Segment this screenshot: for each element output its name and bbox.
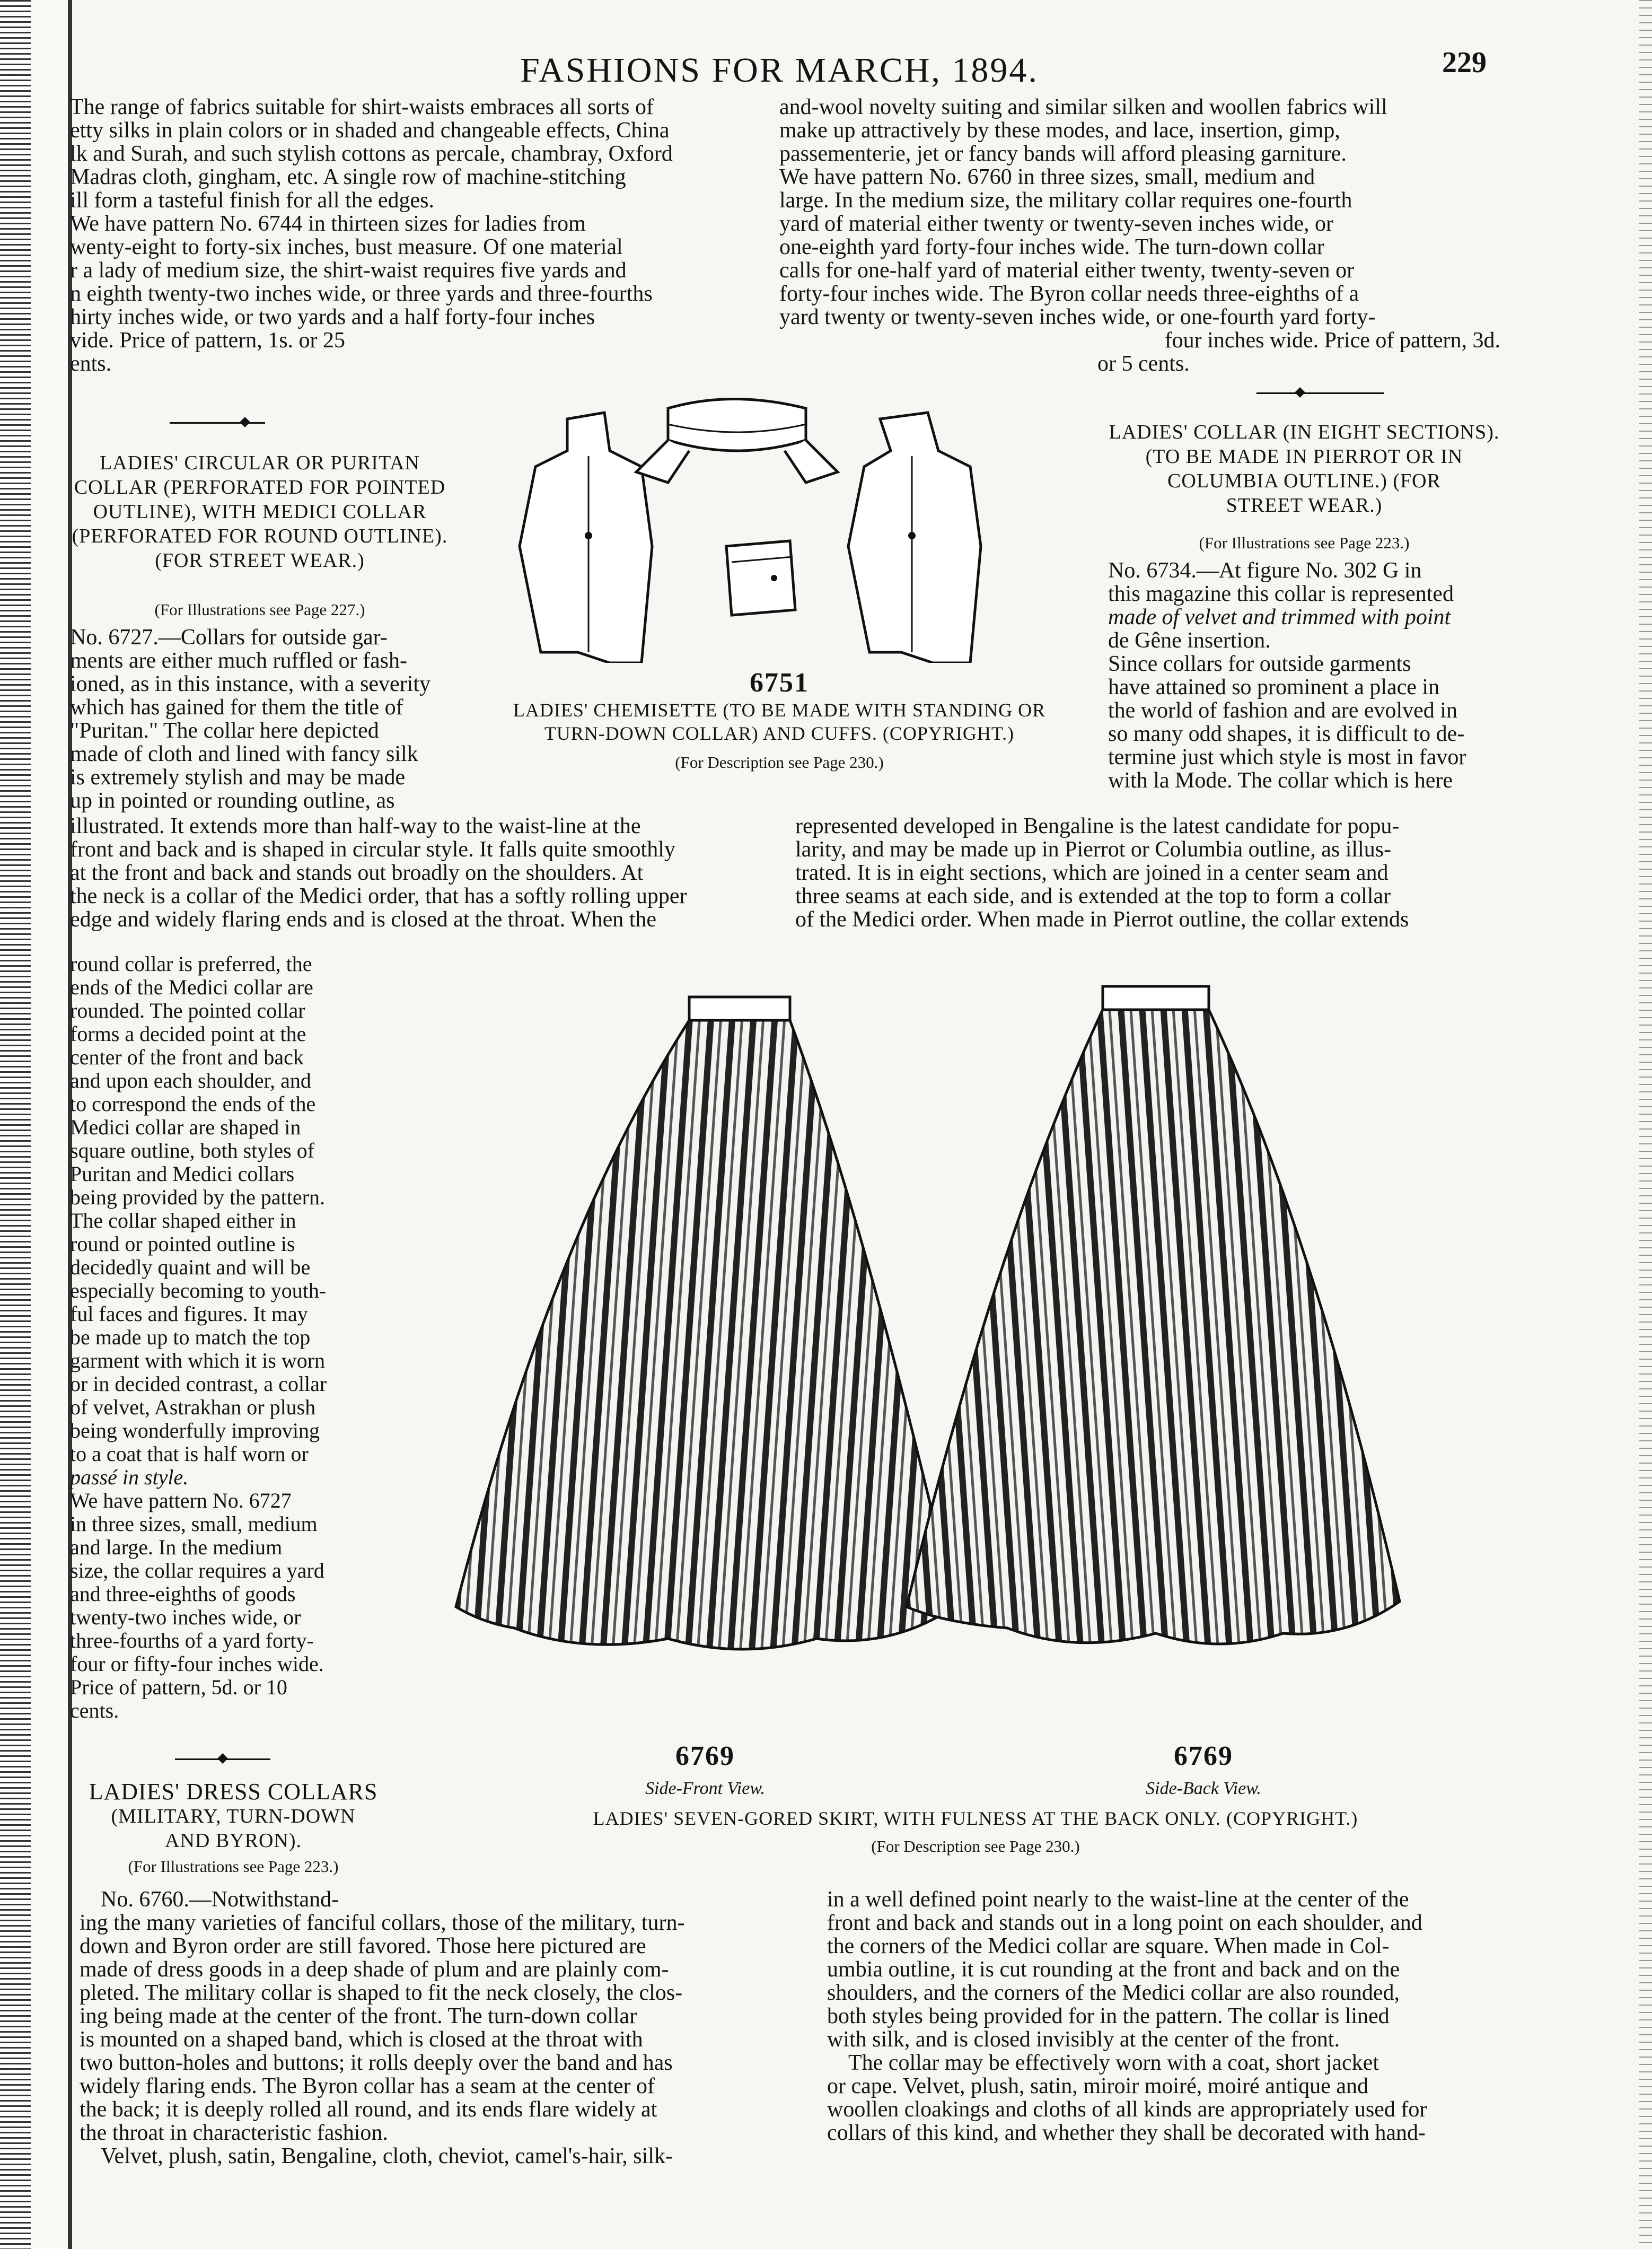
text-line: The collar shaped either in (70, 1209, 296, 1232)
text-line: larity, and may be made up in Pierrot or Columbia outline, as illus- (795, 837, 1392, 862)
divider-ornament (240, 417, 250, 427)
text-line: We have pattern No. 6744 in thirteen sizes for ladies from (70, 212, 586, 236)
waistband-front (689, 997, 790, 1020)
text-line: or 5 cents. (1097, 352, 1190, 376)
dress-collars-reference: (For Illustrations see Page 223.) (128, 1857, 339, 1876)
text-line: is mounted on a shaped band, which is closed at the throat with (80, 2027, 643, 2052)
chemisette-reference: (For Description see Page 230.) (675, 753, 884, 772)
text-line: four or fifty-four inches wide. (70, 1652, 324, 1676)
text-line: ing the many varieties of fanciful collars, those of the military, turn- (80, 1911, 685, 1935)
text-line: represented developed in Bengaline is the latest candidate for popu- (795, 814, 1400, 838)
divider-ornament (217, 1753, 228, 1764)
text-line: make up attractively by these modes, and lace, insertion, gimp, (779, 118, 1340, 143)
text-line: The collar may be effectively worn with a coat, short jacket (848, 2051, 1379, 2075)
skirt-caption: LADIES' SEVEN-GORED SKIRT, WITH FULNESS AT THE BACK ONLY. (COPYRIGHT.) (593, 1808, 1358, 1829)
skirt-view-right: Side-Back View. (1146, 1779, 1261, 1798)
page-title: FASHIONS FOR MARCH, 1894. (520, 51, 1039, 90)
text-line: Velvet, plush, satin, Bengaline, cloth, cheviot, camel's-hair, silk- (101, 2144, 673, 2168)
text-line: or cape. Velvet, plush, satin, miroir moiré, moiré antique and (827, 2074, 1368, 2098)
text-line: one-eighth yard forty-four inches wide. The turn-down collar (779, 235, 1324, 259)
text-line: r a lady of medium size, the shirt-waist requires five yards and (70, 258, 627, 283)
chemisette-figure-number: 6751 (750, 668, 809, 698)
skirt-illustration (414, 970, 1511, 1723)
text-line: passé in style. (70, 1465, 189, 1489)
text-line: vide. Price of pattern, 1s. or 25 (70, 328, 346, 353)
heading-line: COLLAR (PERFORATED FOR POINTED (74, 476, 446, 498)
text-line: ing being made at the center of the front. The turn-down collar (80, 2004, 637, 2028)
skirt-side-back (907, 1010, 1400, 1644)
text-line: edge and widely flaring ends and is closed at the throat. When the (70, 907, 657, 932)
waistband-back (1103, 986, 1209, 1010)
skirt-figure-number-right: 6769 (1174, 1741, 1233, 1771)
text-line: Puritan and Medici collars (70, 1162, 295, 1186)
section-divider (1256, 392, 1384, 394)
text-line: square outline, both styles of (70, 1139, 315, 1162)
text-line: the neck is a collar of the Medici order, that has a softly rolling upper (70, 884, 687, 908)
text-line: We have pattern No. 6727 (70, 1489, 292, 1512)
page-number: 229 (1442, 46, 1487, 79)
heading-line: LADIES' DRESS COLLARS (89, 1779, 378, 1805)
text-line: No. 6760.—Notwithstand- (101, 1887, 339, 1912)
text-line: round collar is preferred, the (70, 952, 312, 976)
text-line: and large. In the medium (70, 1535, 283, 1559)
text-line: down and Byron order are still favored. Those here pictured are (80, 1934, 646, 1958)
page-right-edge (1639, 0, 1652, 2249)
collar8-heading (1076, 420, 1532, 518)
text-line: and-wool novelty suiting and similar silken and woollen fabrics will (779, 95, 1387, 119)
section-divider (170, 422, 265, 424)
heading-line: AND BYRON). (165, 1830, 302, 1852)
text-line: front and back and stands out in a long point on each shoulder, and (827, 1911, 1422, 1935)
text-line: lk and Surah, and such stylish cottons as percale, chambray, Oxford (70, 142, 673, 166)
left-top-text (70, 95, 765, 375)
text-line: ends of the Medici collar are (70, 975, 313, 999)
text-line: with silk, and is closed invisibly at the center of the front. (827, 2027, 1340, 2052)
text-line: n eighth twenty-two inches wide, or three yards and three-fourths (70, 282, 653, 306)
heading-line: COLUMBIA OUTLINE.) (FOR (1167, 470, 1441, 492)
text-line: of velvet, Astrakhan or plush (70, 1395, 316, 1419)
bottom-right-text (827, 1888, 1553, 2145)
text-line: especially becoming to youth- (70, 1279, 327, 1302)
text-line: being wonderfully improving (70, 1419, 320, 1442)
text-line: ful faces and figures. It may (70, 1302, 308, 1326)
text-line: made of dress goods in a deep shade of plum and are plainly com- (80, 1957, 669, 1982)
text-line: front and back and is shaped in circular style. It falls quite smoothly (70, 837, 675, 862)
text-line: passementerie, jet or fancy bands will afford pleasing garniture. (779, 142, 1347, 166)
heading-line: (FOR STREET WEAR.) (155, 549, 365, 572)
text-line: of the Medici order. When made in Pierrot outline, the collar extends (795, 907, 1409, 932)
collar8-body (1108, 559, 1516, 792)
text-line: which has gained for them the title of (70, 695, 403, 720)
text-line: Medici collar are shaped in (70, 1115, 301, 1139)
text-line: and upon each shoulder, and (70, 1069, 311, 1092)
skirt-side-front (456, 1020, 954, 1649)
text-line: with la Mode. The collar which is here (1108, 768, 1453, 793)
text-line: rounded. The pointed collar (70, 999, 305, 1022)
text-line: The range of fabrics suitable for shirt-waists embraces all sorts of (70, 95, 654, 119)
text-line: twenty-two inches wide, or (70, 1605, 301, 1629)
page-margin (31, 0, 72, 2249)
text-line: four inches wide. Price of pattern, 3d. (1164, 328, 1500, 353)
text-line: so many odd shapes, it is difficult to de- (1108, 722, 1465, 746)
text-line: garment with which it is worn (70, 1349, 326, 1372)
text-line: or in decided contrast, a collar (70, 1372, 327, 1396)
text-line: three-fourths of a yard forty- (70, 1629, 314, 1652)
text-line: decidedly quaint and will be (70, 1255, 311, 1279)
text-line: the back; it is deeply rolled all round, and its ends flare widely at (80, 2097, 657, 2122)
puritan-body (70, 626, 473, 812)
text-line: wenty-eight to forty-six inches, bust measure. Of one material (70, 235, 623, 259)
text-line: widely flaring ends. The Byron collar has a seam at the center of (80, 2074, 655, 2098)
text-line: cents. (70, 1699, 119, 1722)
text-line: in a well defined point nearly to the waist-line at the center of the (827, 1887, 1409, 1912)
text-line: Since collars for outside garments (1108, 652, 1411, 676)
text-line: termine just which style is most in favor (1108, 745, 1466, 769)
skirt-figure-number-left: 6769 (675, 1741, 735, 1771)
skirt-reference: (For Description see Page 230.) (871, 1837, 1080, 1856)
text-line: We have pattern No. 6760 in three sizes, small, medium and (779, 165, 1315, 189)
text-line: forty-four inches wide. The Byron collar needs three-eighths of a (779, 282, 1359, 306)
heading-line: LADIES' COLLAR (IN EIGHT SECTIONS). (1109, 421, 1500, 443)
text-line: yard twenty or twenty-seven inches wide, or one-fourth yard forty- (779, 305, 1376, 329)
text-line: pleted. The military collar is shaped to fit the neck closely, the clos- (80, 1981, 683, 2005)
text-line: to correspond the ends of the (70, 1092, 316, 1116)
text-line: large. In the medium size, the military collar requires one-fourth (779, 188, 1352, 213)
text-line: the corners of the Medici collar are square. When made in Col- (827, 1934, 1390, 1958)
text-line: trated. It is in eight sections, which are joined in a center seam and (795, 861, 1389, 885)
skirt-view-left: Side-Front View. (645, 1779, 765, 1798)
heading-line: (TO BE MADE IN PIERROT OR IN (1145, 445, 1463, 468)
text-line: three seams at each side, and is extended at the top to form a collar (795, 884, 1391, 908)
text-line: Madras cloth, gingham, etc. A single row of machine-stitching (70, 165, 626, 189)
mid-right-text (795, 815, 1522, 931)
text-line: yard of material either twenty or twenty-seven inches wide, or (779, 212, 1333, 236)
text-line: etty silks in plain colors or in shaded and changeable effects, China (70, 118, 670, 143)
heading-line: (MILITARY, TURN-DOWN (111, 1805, 356, 1827)
text-line: this magazine this collar is represented (1108, 582, 1454, 606)
puritan-heading (64, 451, 456, 573)
heading-line: LADIES' CIRCULAR OR PURITAN (100, 452, 420, 474)
text-line: Price of pattern, 5d. or 10 (70, 1675, 287, 1699)
heading-line: OUTLINE), WITH MEDICI COLLAR (93, 501, 427, 523)
text-line: woollen cloakings and cloths of all kinds are appropriately used for (827, 2097, 1427, 2122)
chemisette-caption-1: LADIES' CHEMISETTE (TO BE MADE WITH STANDING OR (513, 699, 1046, 721)
text-line: round or pointed outline is (70, 1232, 295, 1256)
page-binding-edge (0, 0, 31, 2249)
text-line: the world of fashion and are evolved in (1108, 698, 1457, 723)
text-line: collars of this kind, and whether they shall be decorated with hand- (827, 2121, 1426, 2145)
chemisette-illustration (509, 387, 1071, 663)
mid-left-text (70, 815, 780, 931)
text-line: illustrated. It extends more than half-way to the waist-line at the (70, 814, 641, 838)
text-line: is extremely stylish and may be made (70, 765, 406, 790)
text-line: have attained so prominent a place in (1108, 675, 1440, 699)
text-line: No. 6727.—Collars for outside gar- (70, 625, 388, 650)
text-line: de Gêne insertion. (1108, 628, 1271, 653)
chemisette-caption-2: TURN-DOWN COLLAR) AND CUFFS. (COPYRIGHT.) (544, 723, 1015, 744)
text-line: ioned, as in this instance, with a severity (70, 672, 431, 696)
text-line: hirty inches wide, or two yards and a half forty-four inches (70, 305, 595, 329)
text-line: being provided by the pattern. (70, 1185, 325, 1209)
text-line: and three-eighths of goods (70, 1582, 296, 1606)
text-line: calls for one-half yard of material either twenty, twenty-seven or (779, 258, 1355, 283)
text-line: "Puritan." The collar here depicted (70, 719, 379, 743)
right-top-text (779, 95, 1500, 375)
narrow-column-text (70, 952, 372, 1722)
text-line: at the front and back and stands out broadly on the shoulders. At (70, 861, 644, 885)
standing-collar (668, 399, 806, 451)
heading-line: STREET WEAR.) (1226, 494, 1383, 517)
text-line: forms a decided point at the (70, 1022, 306, 1046)
heading-line: (PERFORATED FOR ROUND OUTLINE). (72, 525, 448, 547)
text-line: ill form a tasteful finish for all the edges. (70, 188, 434, 213)
text-line: size, the collar requires a yard (70, 1559, 324, 1582)
text-line: be made up to match the top (70, 1325, 311, 1349)
text-line: umbia outline, it is cut rounding at the front and back and on the (827, 1957, 1400, 1982)
text-line: center of the front and back (70, 1045, 304, 1069)
text-line: to a coat that is half worn or (70, 1442, 309, 1466)
text-line: the throat in characteristic fashion. (80, 2121, 388, 2145)
collar8-reference: (For Illustrations see Page 223.) (1199, 533, 1410, 552)
puritan-reference: (For Illustrations see Page 227.) (154, 600, 365, 619)
dress-collars-heading (64, 1780, 403, 1853)
text-line: in three sizes, small, medium (70, 1512, 318, 1536)
text-line: ents. (70, 352, 112, 376)
bottom-left-text (80, 1888, 806, 2168)
text-line: up in pointed or rounding outline, as (70, 789, 395, 813)
text-line: two button-holes and buttons; it rolls deeply over the band and has (80, 2051, 673, 2075)
text-line: ments are either much ruffled or fash- (70, 649, 407, 673)
text-line: made of velvet and trimmed with point (1108, 605, 1451, 629)
divider-ornament (1295, 387, 1305, 398)
text-line: No. 6734.—At figure No. 302 G in (1108, 558, 1422, 583)
text-line: both styles being provided for in the pattern. The collar is lined (827, 2004, 1390, 2028)
cuff (726, 541, 795, 615)
text-line: shoulders, and the corners of the Medici collar are also rounded, (827, 1981, 1400, 2005)
text-line: made of cloth and lined with fancy silk (70, 742, 418, 766)
